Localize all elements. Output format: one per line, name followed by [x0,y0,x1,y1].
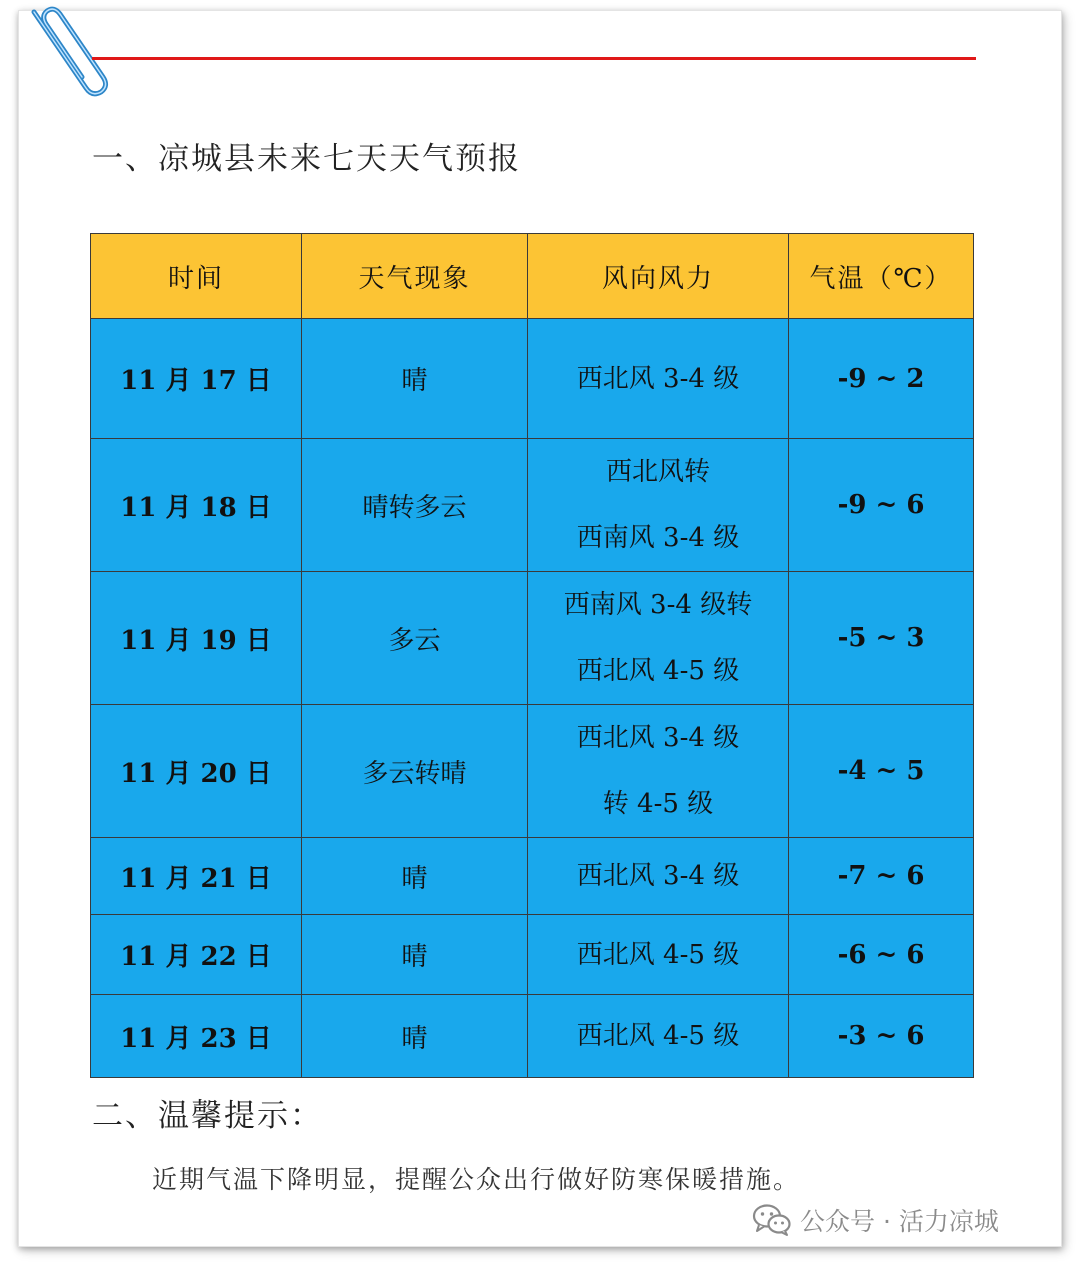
section-title-forecast: 一、凉城县未来七天天气预报 [92,141,521,177]
wind-line: 西南风 3-4 级 [576,523,740,553]
cell-date: 11 月 22 日 [91,915,302,995]
cell-date: 11 月 23 日 [91,995,302,1078]
cell-weather: 晴 [302,838,528,915]
cell-weather: 晴转多云 [302,439,528,572]
section-title-tips: 二、温馨提示： [92,1098,323,1134]
cell-temp: -3 ~ 6 [789,995,974,1078]
cell-temp: -7 ~ 6 [789,838,974,915]
cell-temp: -4 ~ 5 [789,705,974,838]
cell-date: 11 月 19 日 [91,572,302,705]
header-cell-date: 时间 [91,234,302,319]
cell-date: 11 月 20 日 [91,705,302,838]
cell-wind [528,319,789,439]
wind-line: 西北风 4-5 级 [576,939,740,970]
wind-line: 西北风 3-4 级 [576,723,740,753]
cell-wind [528,705,789,838]
table-row [91,572,974,705]
wind-line: 西北风 3-4 级 [576,363,740,394]
forecast-table [90,233,974,1078]
cell-weather: 晴 [302,995,528,1078]
cell-wind [528,572,789,705]
cell-wind [528,838,789,915]
table-row [91,319,974,439]
cell-wind [528,915,789,995]
cell-temp: -9 ~ 6 [789,439,974,572]
wind-line: 西北风转 [605,457,710,487]
watermark-text: 公众号 · 活力凉城 [800,1207,999,1236]
cell-date: 11 月 17 日 [91,319,302,439]
wind-line: 西北风 4-5 级 [576,656,740,686]
header-cell-temp: 气温（℃） [789,234,974,319]
wind-line: 西北风 3-4 级 [576,861,740,891]
cell-date: 11 月 21 日 [91,838,302,915]
table-row [91,439,974,572]
cell-weather: 多云 [302,572,528,705]
header-cell-wind: 风向风力 [528,234,789,319]
table-row [91,995,974,1078]
table-row [91,705,974,838]
wind-line: 西南风 3-4 级转 [563,590,753,620]
wind-line: 转 4-5 级 [602,789,714,819]
cell-temp: -5 ~ 3 [789,572,974,705]
cell-temp: -6 ~ 6 [789,915,974,995]
cell-temp: -9 ~ 2 [789,319,974,439]
header-cell-weather: 天气现象 [302,234,528,319]
cell-date: 11 月 18 日 [91,439,302,572]
paperclip-icon [24,0,114,100]
cell-wind [528,995,789,1078]
header-rule [92,57,976,60]
table-row [91,838,974,915]
cell-wind [528,439,789,572]
cell-weather: 多云转晴 [302,705,528,838]
watermark [752,1198,999,1242]
table-row [91,915,974,995]
wechat-icon [752,1203,792,1237]
cell-weather: 晴 [302,319,528,439]
cell-weather: 晴 [302,915,528,995]
wind-line: 西北风 4-5 级 [576,1021,740,1051]
table-header-row [91,234,974,319]
tip-text: 近期气温下降明显，提醒公众出行做好防寒保暖措施。 [152,1165,801,1194]
